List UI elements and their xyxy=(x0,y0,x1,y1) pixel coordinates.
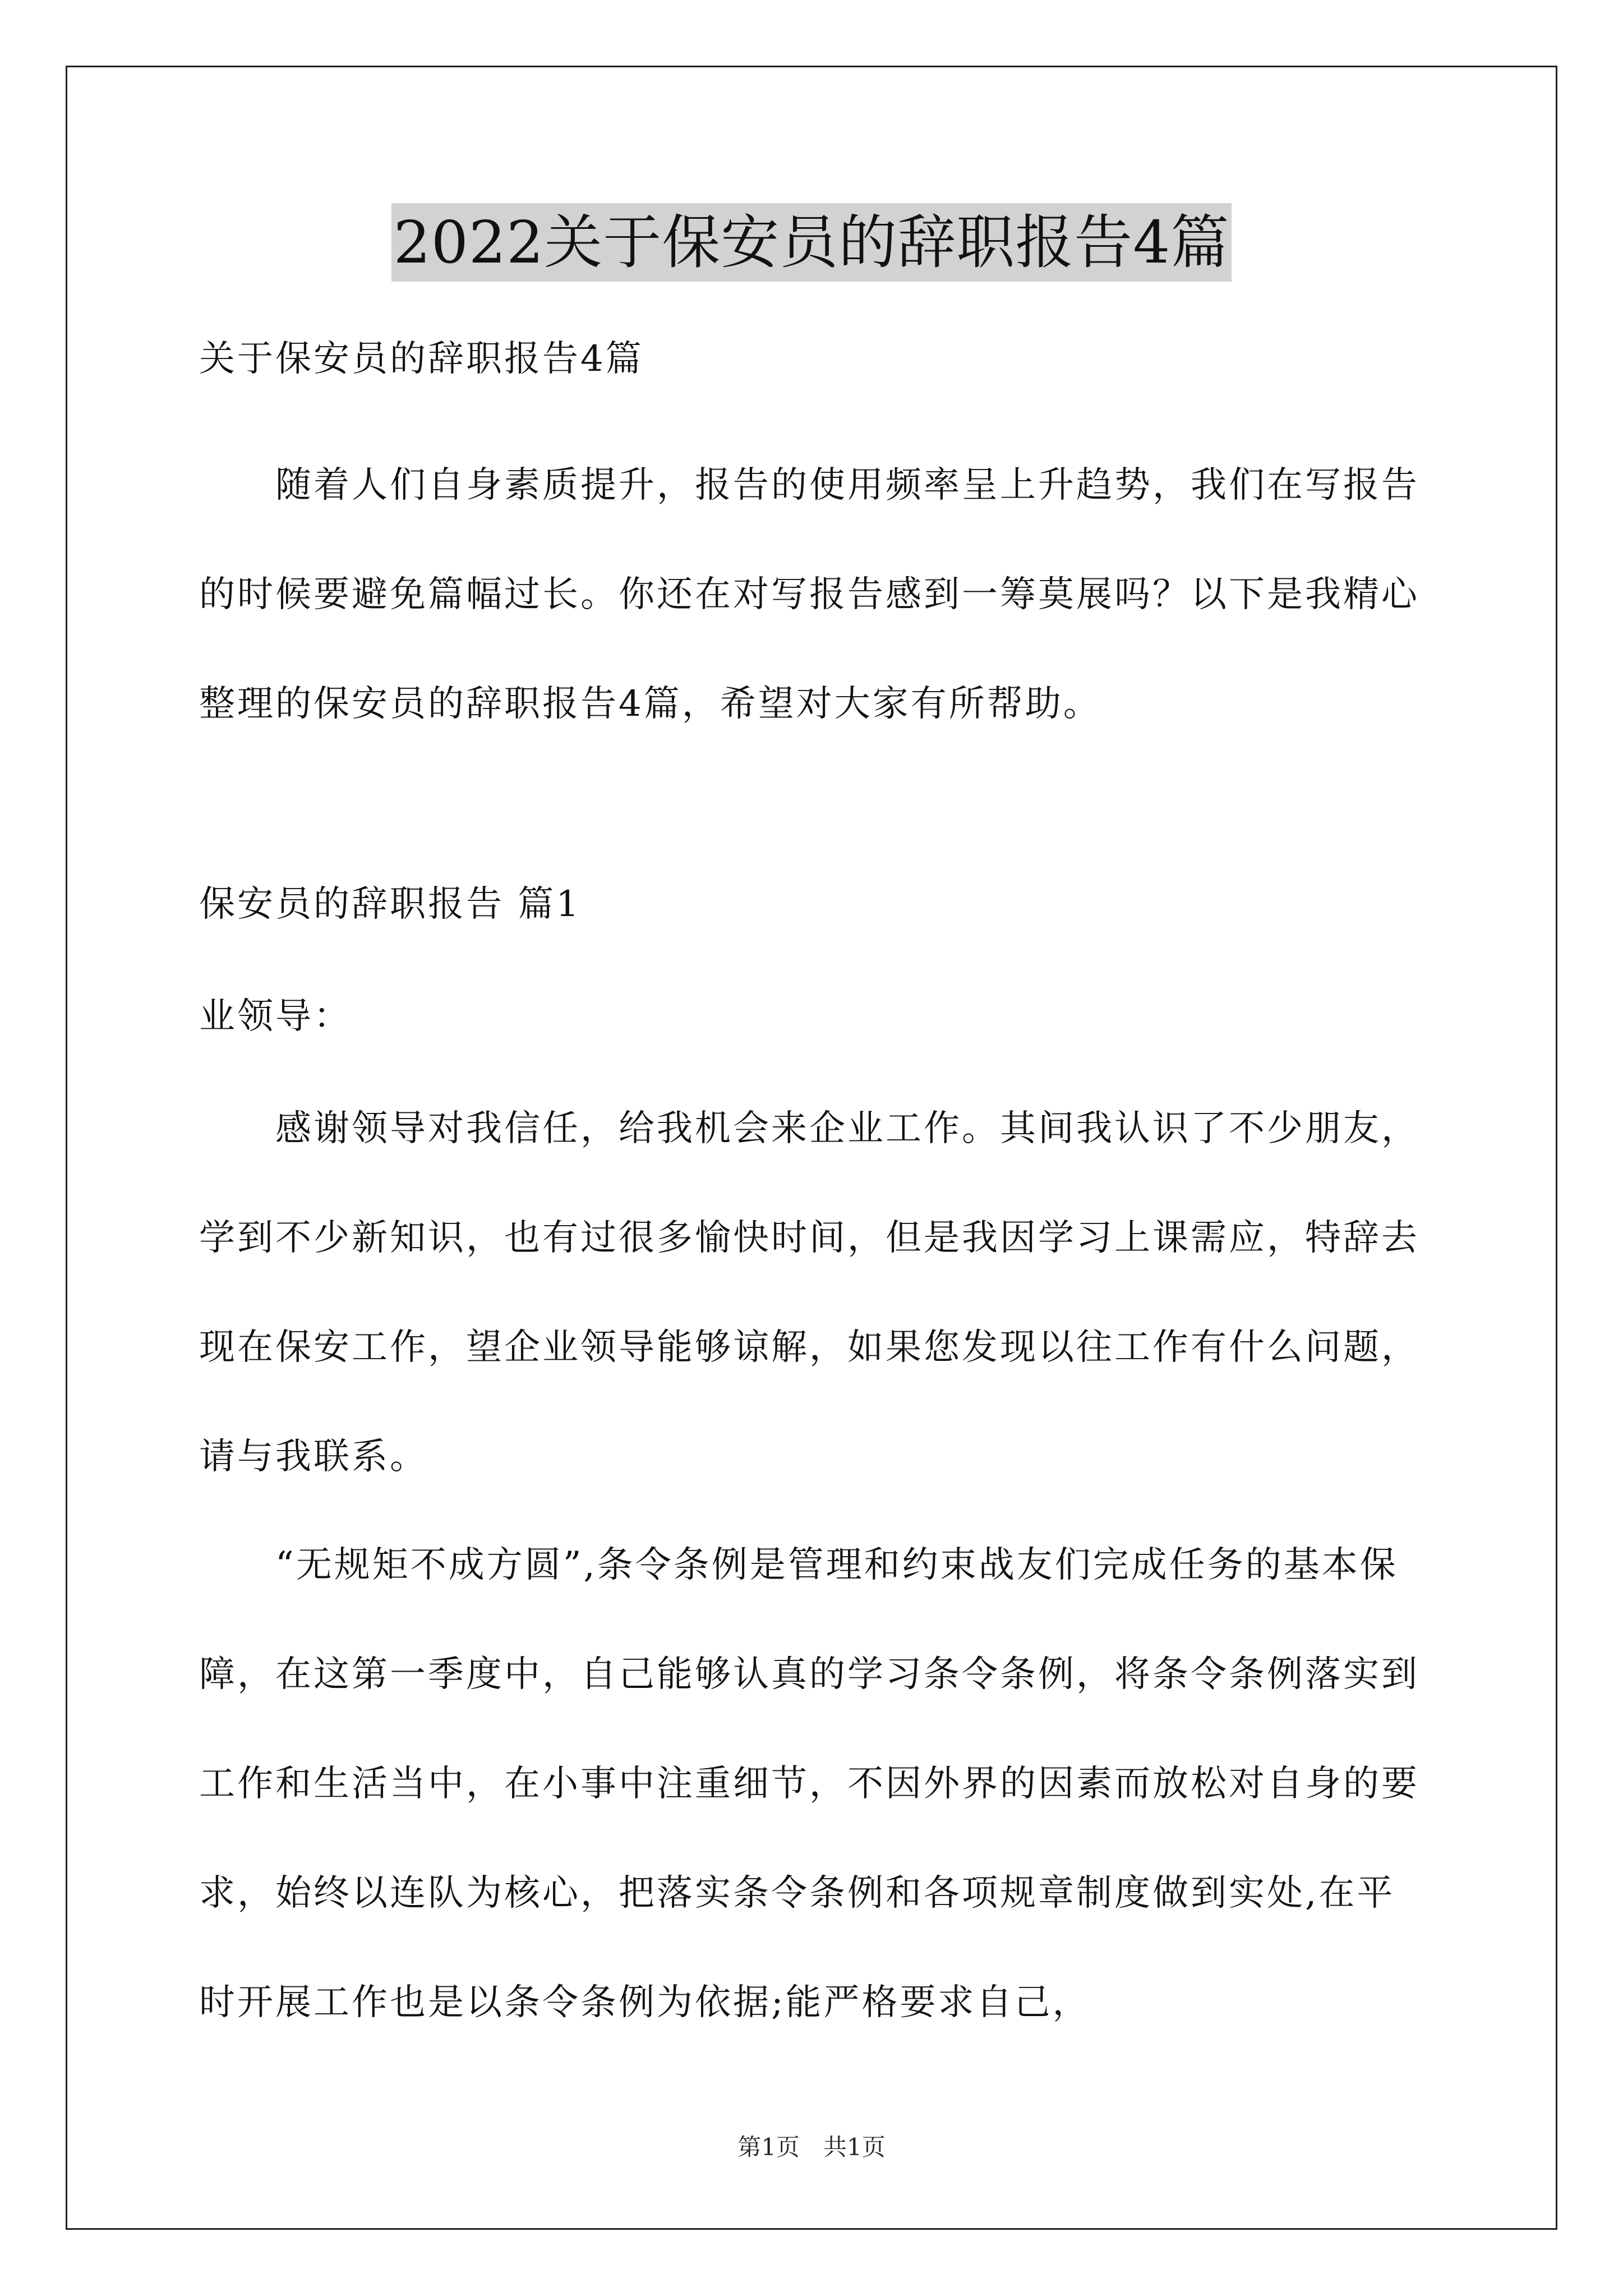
salutation-block xyxy=(199,962,1422,1071)
section-heading-block xyxy=(199,850,1422,959)
body-paragraph-2: “无规矩不成方圆”,条令条例是管理和约束战友们完成任务的基本保障，在这第一季度中，自己能够认真的学习条令条例，将条令条例落实到工作和生活当中，在小事中注重细节，不因外界的因素而放松对自身的要求，始终以连队为核心，把落实条令条例和各项规章制度做到实处,在平时开展工作也是以条令条例为依据;能严格要求自己， xyxy=(199,1544,1419,2023)
body-paragraph-2-block xyxy=(199,1511,1422,2058)
subtitle-block xyxy=(199,305,1422,414)
document-subtitle: 关于保安员的辞职报告4篇 xyxy=(199,338,644,380)
document-title: 2022关于保安员的辞职报告4篇 xyxy=(391,203,1232,282)
salutation: 业领导： xyxy=(199,996,352,1037)
intro-paragraph: 随着人们自身素质提升，报告的使用频率呈上升趋势，我们在写报告的时候要避免篇幅过长。你还在对写报告感到一筹莫展吗？以下是我精心整理的保安员的辞职报告4篇，希望对大家有所帮助。 xyxy=(199,464,1419,725)
intro-block xyxy=(199,431,1422,759)
document-title-container xyxy=(0,203,1623,282)
body-paragraph-1-block xyxy=(199,1074,1422,1512)
body-paragraph-1: 感谢领导对我信任，给我机会来企业工作。其间我认识了不少朋友，学到不少新知识，也有过很多愉快时间，但是我因学习上课需应，特辞去现在保安工作，望企业领导能够谅解，如果您发现以往工作有什么问题，请与我联系。 xyxy=(199,1108,1419,1478)
section-heading: 保安员的辞职报告 篇1 xyxy=(199,884,582,925)
page-footer xyxy=(0,2129,1623,2162)
page-number: 第1页 共1页 xyxy=(737,2133,886,2161)
